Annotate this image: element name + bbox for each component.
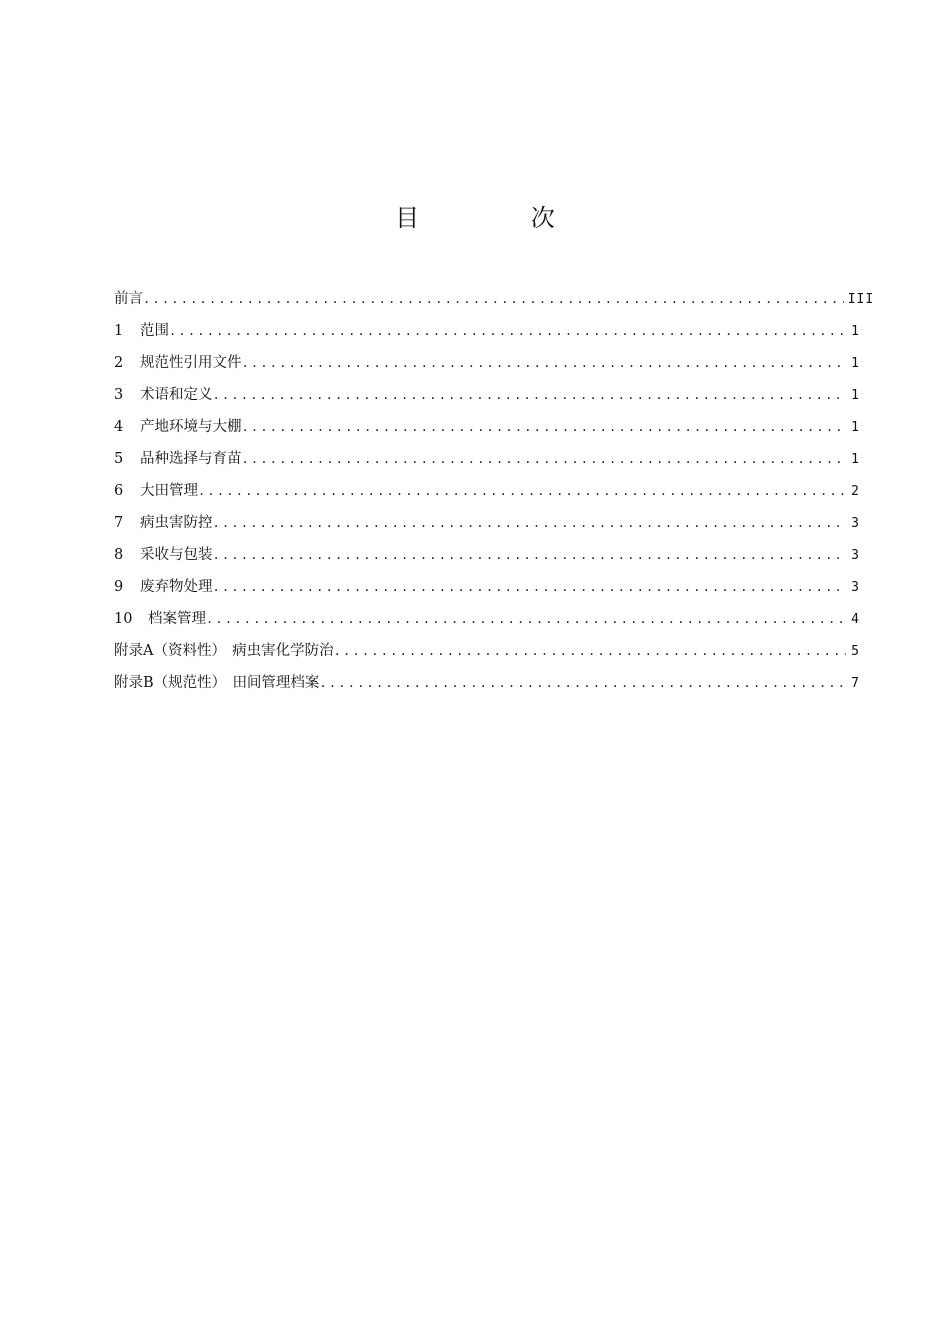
- toc-entry-number: 6: [114, 483, 124, 499]
- toc-entry-page: 1: [851, 324, 860, 339]
- toc-dot-leader: [242, 350, 847, 376]
- toc-entry-number: 9: [114, 579, 124, 595]
- toc-entry-number: 3: [114, 387, 124, 403]
- toc-entry-6[interactable]: [114, 478, 860, 510]
- toc-dot-leader: [213, 574, 847, 600]
- toc-entry-7[interactable]: [114, 510, 860, 542]
- toc-entry-1[interactable]: [114, 318, 860, 350]
- toc-entry-label: 病虫害防控: [140, 515, 213, 531]
- toc-entry-3[interactable]: [114, 382, 860, 414]
- toc-dot-leader: [143, 286, 844, 312]
- toc-dot-leader: [213, 542, 847, 568]
- toc-entry-number: 2: [114, 355, 124, 371]
- toc-entry-foreword[interactable]: [114, 286, 875, 318]
- toc-entry-9[interactable]: [114, 574, 860, 606]
- toc-entry-number: 7: [114, 515, 124, 531]
- toc-appendix-prefix: 附录A（资料性）: [114, 643, 226, 659]
- toc-entry-label: 品种选择与育苗: [140, 451, 242, 467]
- toc-entry-appendix-a[interactable]: [114, 638, 860, 670]
- toc-entry-page: 3: [851, 516, 860, 531]
- toc-entry-label: 病虫害化学防治: [232, 643, 334, 659]
- toc-entry-label: 田间管理档案: [232, 675, 320, 691]
- toc-entry-page: 4: [851, 612, 860, 627]
- toc-entry-label: 前言: [114, 291, 143, 307]
- toc-entry-number: 10: [114, 611, 133, 627]
- toc-entry-label: 范围: [140, 323, 169, 339]
- toc-entry-page: 2: [851, 484, 860, 499]
- toc-dot-leader: [319, 670, 846, 696]
- toc-entry-number: 5: [114, 451, 124, 467]
- toc-entry-label: 大田管理: [140, 483, 198, 499]
- toc-entry-8[interactable]: [114, 542, 860, 574]
- toc-entry-page: 5: [851, 644, 860, 659]
- toc-dot-leader: [206, 606, 846, 632]
- toc-dot-leader: [169, 318, 846, 344]
- toc-entry-appendix-b[interactable]: [114, 670, 860, 702]
- toc-entry-number: 1: [114, 323, 124, 339]
- toc-entry-5[interactable]: [114, 446, 860, 478]
- toc-dot-leader: [242, 446, 847, 472]
- toc-dot-leader: [198, 478, 846, 504]
- toc-dot-leader: [242, 414, 847, 440]
- toc-entry-page: 1: [851, 356, 860, 371]
- toc-dot-leader: [213, 382, 847, 408]
- toc-entry-page: 1: [851, 420, 860, 435]
- toc-entry-2[interactable]: [114, 350, 860, 382]
- toc-entry-page: 7: [851, 676, 860, 691]
- toc-title: 目 次: [395, 204, 607, 232]
- toc-dot-leader: [213, 510, 847, 536]
- toc-entry-label: 产地环境与大棚: [140, 419, 242, 435]
- toc-entry-label: 废弃物处理: [140, 579, 213, 595]
- toc-entry-label: 规范性引用文件: [140, 355, 242, 371]
- toc-entry-label: 档案管理: [148, 611, 206, 627]
- toc-entry-page: 3: [851, 548, 860, 563]
- toc-entry-page: 1: [851, 388, 860, 403]
- toc-entry-page: III: [847, 292, 875, 307]
- toc-entry-number: 8: [114, 547, 124, 563]
- toc-entry-page: 3: [851, 580, 860, 595]
- toc-entry-label: 采收与包装: [140, 547, 213, 563]
- toc-entry-page: 1: [851, 452, 860, 467]
- toc-entry-4[interactable]: [114, 414, 860, 446]
- toc-entry-10[interactable]: [114, 606, 860, 638]
- toc-entry-number: 4: [114, 419, 124, 435]
- toc-dot-leader: [334, 638, 846, 664]
- toc-appendix-prefix: 附录B（规范性）: [114, 675, 227, 691]
- table-of-contents: [114, 286, 875, 702]
- toc-entry-label: 术语和定义: [140, 387, 213, 403]
